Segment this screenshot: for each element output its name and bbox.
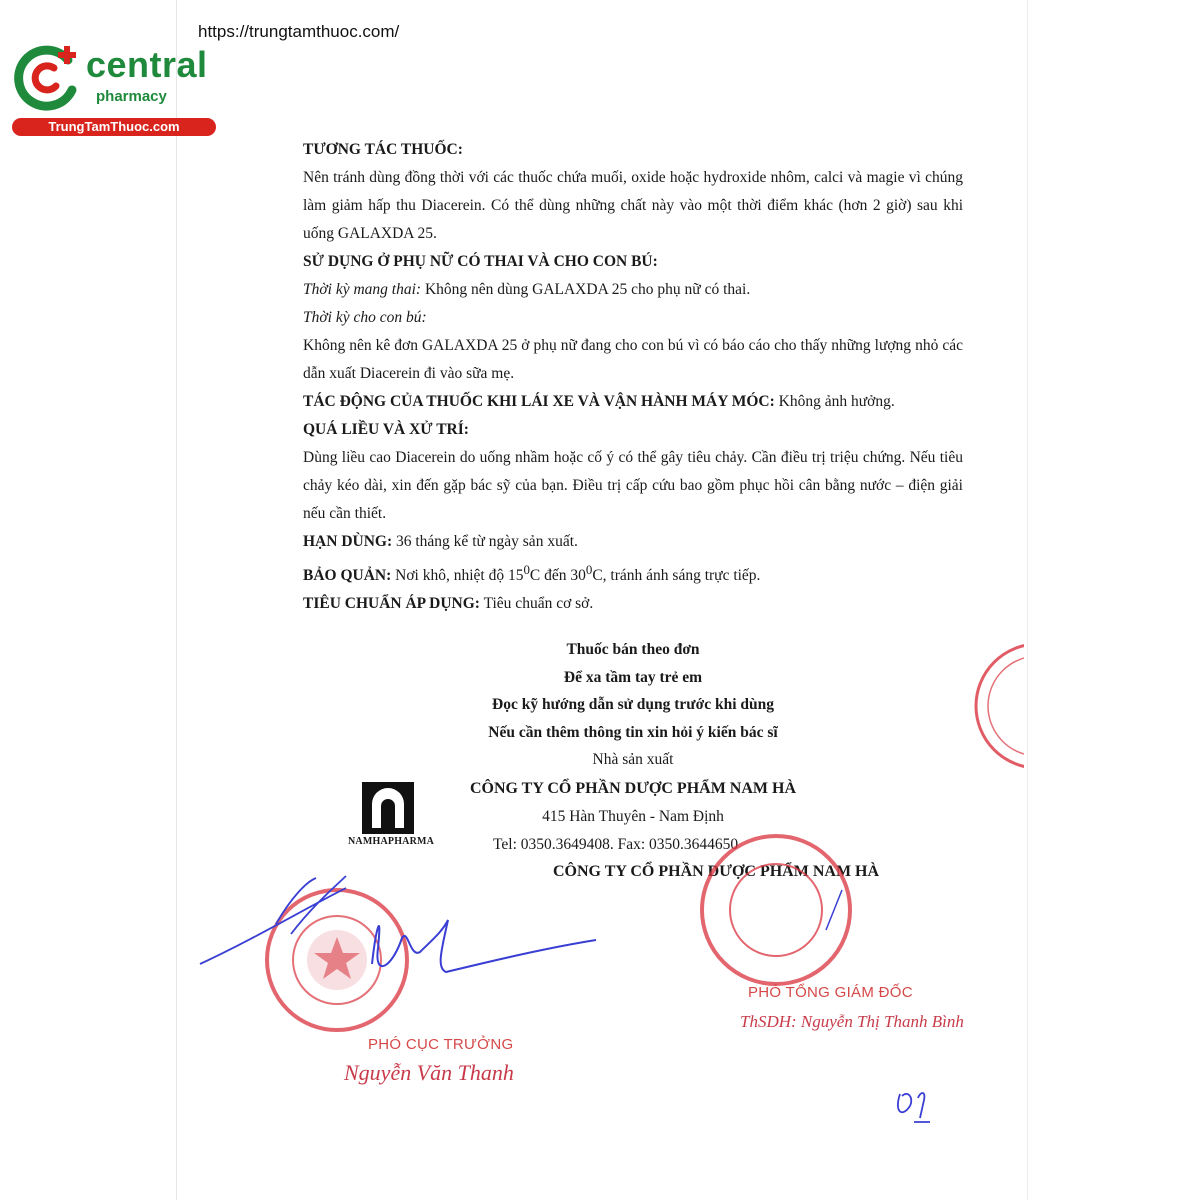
brand-name: central: [86, 44, 208, 85]
manufacturer-name: CÔNG TY CỔ PHẦN DƯỢC PHẨM NAM HÀ: [469, 780, 797, 797]
warning-children: Để xa tầm tay trẻ em: [563, 668, 703, 686]
brand-subtitle: pharmacy: [96, 88, 167, 105]
driving-line: [303, 388, 963, 416]
heading-shelf-life: HẠN DÙNG:: [303, 533, 393, 550]
manufacturer-label: Nhà sản xuất: [592, 751, 674, 768]
partial-stamp-icon: [968, 636, 1024, 776]
warning-prescription: Thuốc bán theo đơn: [566, 641, 700, 658]
heading-driving: TÁC ĐỘNG CỦA THUỐC KHI LÁI XE VÀ VẬN HÀNH MÁY MÓC:: [303, 393, 775, 410]
namha-logo-text: NAMHAPHARMA: [348, 836, 435, 847]
storage-sup-b: 0: [585, 562, 593, 577]
warning-ask-doctor: Nếu cần thêm thông tin xin hỏi ý kiến bác sĩ: [488, 723, 778, 741]
company-stamp-icon: [696, 830, 856, 990]
storage-text-b: C đến 30: [529, 567, 586, 585]
handwritten-initial-icon: [890, 1082, 940, 1128]
source-url[interactable]: https://trungtamthuoc.com/: [198, 22, 400, 41]
left-signer-name: Nguyễn Văn Thanh: [344, 1060, 514, 1085]
right-signer-name: ThSDH: Nguyễn Thị Thanh Bình: [740, 1012, 964, 1031]
pregnancy-label: Thời kỳ mang thai:: [303, 281, 422, 298]
storage-text-a: Nơi khô, nhiệt độ 15: [395, 567, 524, 585]
central-logo-icon: [10, 40, 84, 114]
warning-read-instructions: Đọc kỹ hướng dẫn sử dụng trước khi dùng: [492, 696, 774, 713]
heading-storage: BẢO QUẢN:: [303, 567, 392, 585]
lactation-text: Không nên kê đơn GALAXDA 25 ở phụ nữ đang cho con bú vì có báo cáo cho thấy những lượng nhỏ các dẫn xuất Diacerein đi vào sữa mẹ.: [303, 337, 963, 382]
shelf-life-line: [303, 528, 963, 556]
signing-company: CÔNG TY CỔ PHẦN DƯỢC PHẨM NAM HÀ: [553, 863, 880, 880]
right-signer-title: PHÓ TỔNG GIÁM ĐỐC: [748, 984, 913, 1001]
standard-line: [303, 590, 963, 618]
signature-left-icon: [196, 868, 616, 1038]
text-shelf-life: 36 tháng kể từ ngày sản xuất.: [396, 533, 578, 550]
storage-sup-a: 0: [523, 562, 530, 577]
heading-overdose: QUÁ LIỀU VÀ XỬ TRÍ:: [303, 421, 469, 438]
left-signer-title: PHÓ CỤC TRƯỞNG: [368, 1036, 514, 1053]
storage-line: [303, 556, 963, 590]
brand-site: TrungTamThuoc.com: [12, 118, 216, 136]
heading-pregnancy: SỬ DỤNG Ở PHỤ NỮ CÓ THAI VÀ CHO CON BÚ:: [303, 253, 658, 270]
heading-interactions: TƯƠNG TÁC THUỐC:: [303, 141, 463, 158]
text-driving: Không ảnh hưởng.: [778, 393, 895, 410]
storage-text-c: C, tránh ánh sáng trực tiếp.: [592, 567, 761, 585]
central-pharmacy-logo[interactable]: [8, 38, 218, 138]
pregnancy-line: [303, 276, 963, 304]
heading-standard: TIÊU CHUẨN ÁP DỤNG:: [303, 595, 480, 613]
lactation-label: Thời kỳ cho con bú:: [303, 309, 427, 326]
manufacturer-address: 415 Hàn Thuyên - Nam Định: [542, 808, 724, 825]
leaflet-body: [303, 136, 963, 618]
pregnancy-text: Không nên dùng GALAXDA 25 cho phụ nữ có thai.: [424, 281, 751, 298]
text-standard: Tiêu chuẩn cơ sở.: [483, 595, 594, 613]
namha-logo-icon: [362, 782, 414, 834]
warnings-block: [303, 636, 963, 774]
text-overdose: Dùng liều cao Diacerein do uống nhầm hoặc cố ý có thể gây tiêu chảy. Cần điều trị triệu chứng. Nếu tiêu chảy kéo dài, xin đến gặp bác sỹ của bạn. Điều trị cấp cứu bao gồm phục hồi cân bằng nước – điện giải nếu cần thiết.: [303, 449, 963, 522]
text-interactions: Nên tránh dùng đồng thời với các thuốc chứa muối, oxide hoặc hydroxide nhôm, calci và magie vì chúng làm giảm hấp thu Diacerein. Có thể dùng những chất này vào một thời điểm khác (hơn 2 giờ) sau khi uống GALAXDA 25.: [303, 169, 963, 242]
manufacturer-contact: Tel: 0350.3649408. Fax: 0350.3644650: [493, 836, 739, 853]
